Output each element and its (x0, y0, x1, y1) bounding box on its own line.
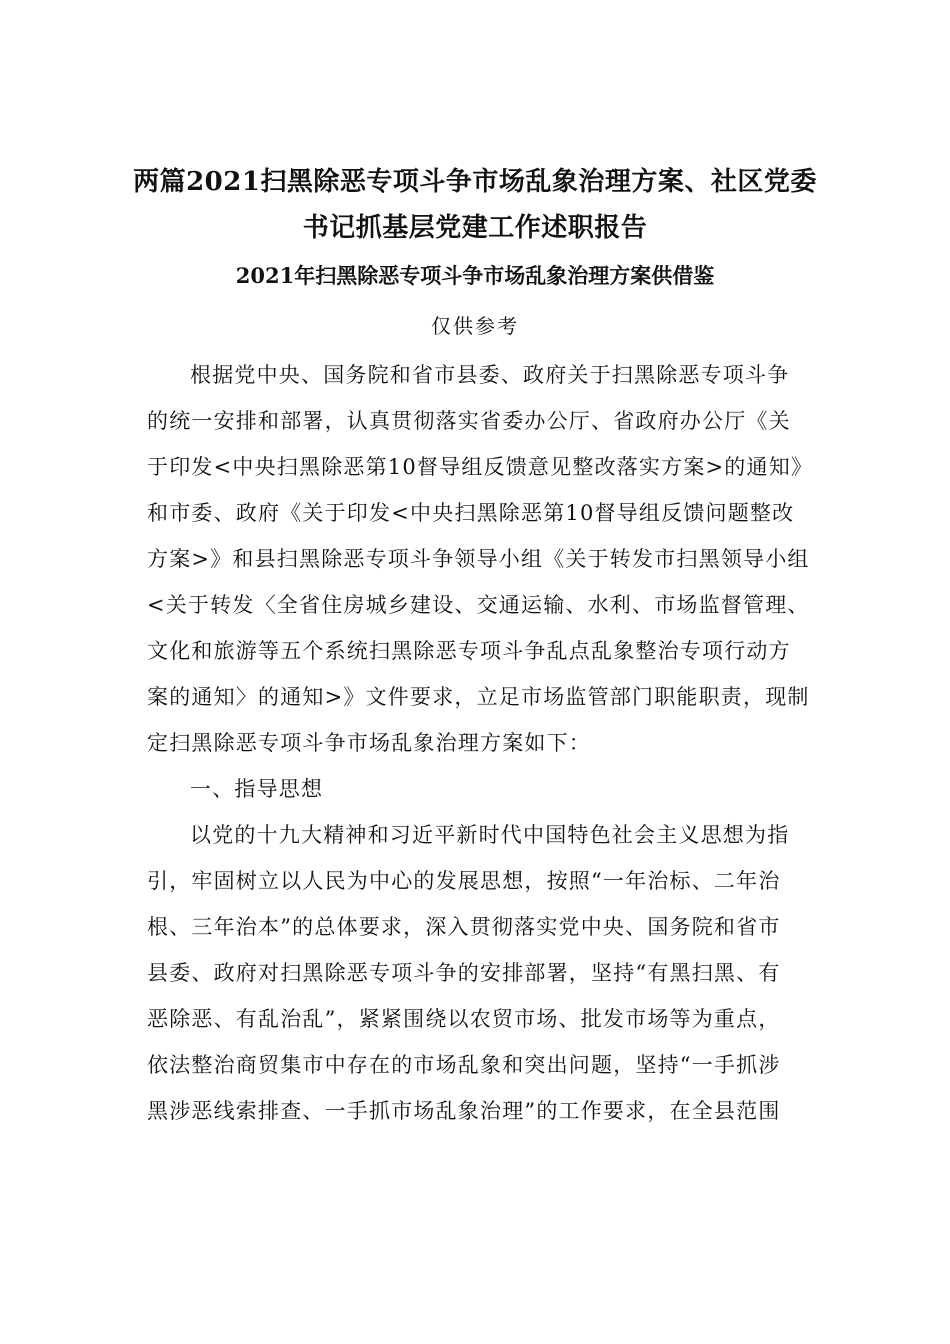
paragraph-line: 恶除恶、有乱治乱”，紧紧围绕以农贸市场、批发市场等为重点， (147, 1007, 781, 1031)
paragraph-line: 的统一安排和部署，认真贯彻落实省委办公厅、省政府办公厅《关 (147, 409, 791, 433)
paragraph-line: 文化和旅游等五个系统扫黑除恶专项斗争乱点乱象整治专项行动方 (147, 639, 791, 663)
paragraph-line: 于印发<中央扫黑除恶第10督导组反馈意见整改落实方案>的通知》 (147, 455, 814, 479)
reference-note: 仅供参考 (431, 314, 519, 338)
document-title-line-1: 两篇2021扫黑除恶专项斗争市场乱象治理方案、社区党委 (133, 167, 817, 197)
document-subtitle: 2021年扫黑除恶专项斗争市场乱象治理方案供借鉴 (235, 263, 715, 288)
paragraph-line: 根、三年治本”的总体要求，深入贯彻落实党中央、国务院和省市 (147, 915, 781, 939)
paragraph-line: 和市委、政府《关于印发<中央扫黑除恶第10督导组反馈问题整改 (147, 501, 795, 525)
paragraph-line: 黑涉恶线索排查、一手抓市场乱象治理”的工作要求，在全县范围 (147, 1099, 781, 1123)
paragraph-line: 方案>》和县扫黑除恶专项斗争领导小组《关于转发市扫黑领导小组 (147, 547, 810, 571)
paragraph-line: <关于转发〈全省住房城乡建设、交通运输、水利、市场监督管理、 (147, 593, 810, 617)
section-heading: 一、指导思想 (190, 777, 324, 801)
document-body (147, 352, 814, 1134)
document-title-line-2: 书记抓基层党建工作述职报告 (302, 213, 648, 243)
paragraph-line: 依法整治商贸集市中存在的市场乱象和突出问题，坚持“一手抓涉 (147, 1053, 781, 1077)
paragraph-line: 引，牢固树立以人民为中心的发展思想，按照“一年治标、二年治 (147, 869, 781, 893)
paragraph-line: 县委、政府对扫黑除恶专项斗争的安排部署，坚持“有黑扫黑、有 (147, 961, 781, 985)
paragraph-line: 以党的十九大精神和习近平新时代中国特色社会主义思想为指 (190, 823, 790, 847)
paragraph-line: 案的通知〉的通知>》文件要求，立足市场监管部门职能职责，现制 (147, 685, 810, 709)
paragraph-line: 定扫黑除恶专项斗争市场乱象治理方案如下： (147, 731, 591, 755)
paragraph-line: 根据党中央、国务院和省市县委、政府关于扫黑除恶专项斗争 (190, 363, 790, 387)
